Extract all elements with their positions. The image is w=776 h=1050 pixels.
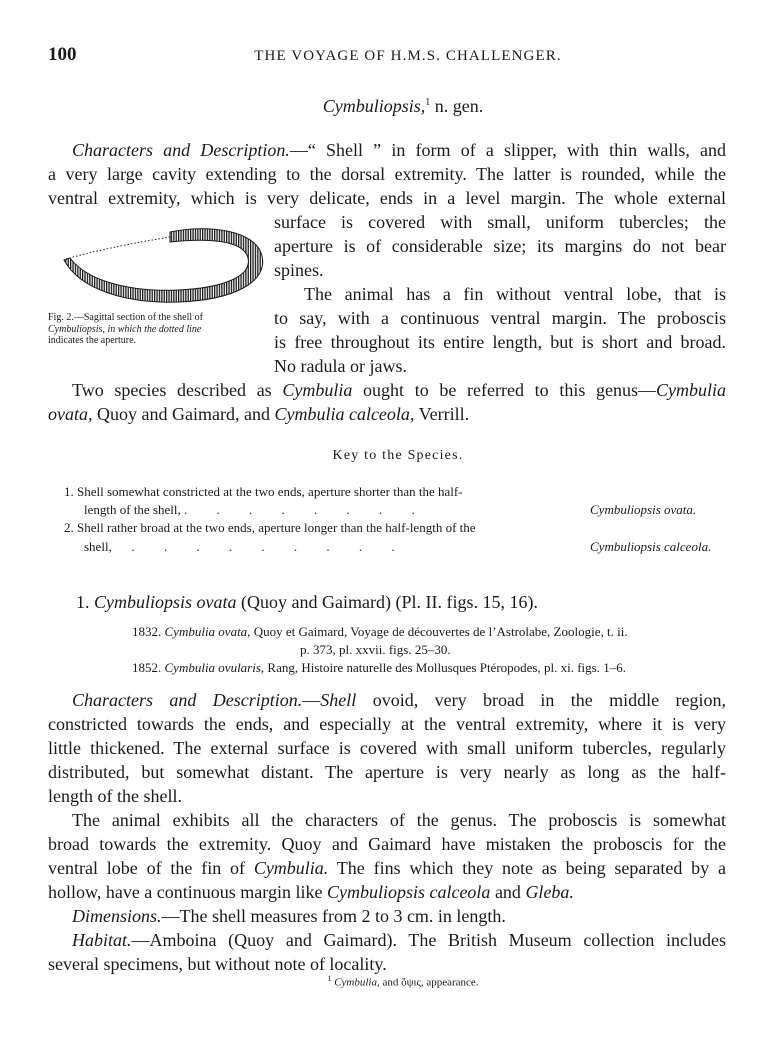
footnote-text: and ὄψις, appearance.: [379, 976, 479, 989]
shell-section-figure: [58, 220, 264, 306]
animal-line-3: is free throughout its entire length, but is short and broad.: [274, 332, 726, 352]
description-dash: —: [302, 690, 321, 710]
key-entry-2-line-1: 2. Shell rather broad at the two ends, aperture longer than the half-length of the: [64, 520, 476, 535]
species-italic-b: Cymbulia: [656, 380, 727, 400]
description-text-1: ovoid, very broad in the middle region,: [356, 690, 727, 710]
description-lead: Characters and Description.: [72, 690, 303, 710]
characters-line-5: aperture is of considerable size; its margins do not bear: [274, 236, 726, 256]
animal-desc-line-3: [48, 856, 726, 880]
page-number: 100: [48, 44, 77, 65]
animal-desc-line-1: The animal exhibits all the characters of the genus. The proboscis is somewhat: [72, 810, 726, 830]
caption-line-1: Fig. 2.—Sagittal section of the shell of: [48, 312, 203, 323]
habitat-label: Habitat.: [72, 930, 132, 950]
species-italic-c: ovata,: [48, 404, 93, 424]
description-shell: Shell: [320, 690, 357, 710]
species-number: 1.: [76, 592, 90, 612]
key-entry-2-line-2: [84, 537, 395, 557]
characters-line-4: surface is covered with small, uniform tubercles; the: [274, 212, 726, 232]
aperture-dotted-line: [66, 237, 170, 259]
animal-desc-line-4: [48, 880, 574, 904]
species-authority: (Quoy and Gaimard) (Pl. II. figs. 15, 16).: [236, 592, 538, 612]
dimensions-line: [72, 904, 506, 928]
animal-desc-text-a: ventral lobe of the fin of: [48, 858, 254, 878]
key-entry-1-line-2: [84, 500, 415, 520]
animal-desc-text-d: and: [490, 882, 526, 902]
dimensions-text: —The shell measures from 2 to 3 cm. in length.: [161, 906, 506, 926]
synonymy-2: [132, 658, 626, 678]
description-line-2: constricted towards the ends, and especially at the ventral extremity, where it is very: [48, 714, 726, 734]
footnote-ref: 1: [425, 97, 431, 108]
genus-name: Cymbuliopsis,: [322, 96, 426, 116]
species-text-d: Verrill.: [414, 404, 470, 424]
description-line-1: [72, 688, 726, 712]
caption-line-3: indicates the aperture.: [48, 335, 137, 346]
habitat-line-1: [72, 928, 726, 952]
characters-line-1: [72, 138, 726, 162]
species-name: Cymbuliopsis ovata: [94, 592, 237, 612]
shell-wall: [64, 229, 263, 302]
species-italic-d: Cymbulia calceola,: [274, 404, 415, 424]
key-entry-1-species: Cymbuliopsis ovata.: [590, 502, 697, 517]
characters-lead: Characters and Description.: [72, 140, 290, 160]
synonymy-1-cont: p. 373, pl. xxvii. figs. 25–30.: [300, 642, 451, 657]
figure-caption: [48, 312, 270, 347]
species-italic-a: Cymbulia: [282, 380, 353, 400]
key-entry-2-text: shell,: [84, 539, 112, 554]
genus-suffix: n. gen.: [430, 96, 484, 116]
animal-desc-italic-c: Gleba.: [525, 882, 574, 902]
footnote-mark: 1: [327, 974, 332, 983]
species-heading: [76, 590, 538, 614]
characters-line-3: ventral extremity, which is very delicate, ends in a level margin. The whole external: [48, 188, 726, 208]
habitat-line-2: several specimens, but without note of locality.: [48, 954, 387, 974]
description-line-4: distributed, but somewhat distant. The aperture is very nearly as long as the half-: [48, 762, 726, 782]
description-line-5: length of the shell.: [48, 786, 182, 806]
habitat-text-1: —Amboina (Quoy and Gaimard). The British Museum collection includes: [131, 930, 726, 950]
footnote-italic: Cymbulia,: [334, 976, 380, 989]
animal-desc-text-c: hollow, have a continuous margin like: [48, 882, 327, 902]
synonymy-1: [132, 622, 628, 642]
key-entry-1-dots: . . . . . . . .: [180, 502, 415, 517]
animal-line-4: No radula or jaws.: [274, 356, 407, 376]
animal-line-1: The animal has a fin without ventral lobe, that is: [304, 284, 726, 304]
animal-desc-text-b: The fins which they note as being separated by a: [328, 858, 726, 878]
key-entry-1-text: length of the shell,: [84, 502, 181, 517]
running-title: THE VOYAGE OF H.M.S. CHALLENGER.: [254, 48, 562, 64]
animal-line-2: to say, with a continuous ventral margin. The proboscis: [274, 308, 726, 328]
footnote: [0, 974, 776, 989]
animal-desc-line-2: broad towards the extremity. Quoy and Gaimard have mistaken the proboscis for the: [48, 834, 726, 854]
characters-text-1: —“ Shell ” in form of a slipper, with thin walls, and: [289, 140, 726, 160]
synonymy-2-text: Rang, Histoire naturelle des Mollusques Ptéropodes, pl. xi. figs. 1–6.: [264, 660, 626, 675]
synonymy-2-name: Cymbulia ovularis,: [164, 660, 265, 675]
synonymy-1-year: 1832.: [132, 624, 162, 639]
species-text-a: Two species described as: [72, 380, 283, 400]
key-entry-2-species: Cymbuliopsis calceola.: [590, 539, 712, 554]
characters-line-6: spines.: [274, 260, 324, 280]
dimensions-label: Dimensions.: [72, 906, 162, 926]
animal-desc-italic-b: Cymbuliopsis calceola: [326, 882, 491, 902]
description-line-3: little thickened. The external surface is covered with small uniform tubercles, regularly: [48, 738, 726, 758]
key-entry-1-line-1: 1. Shell somewhat constricted at the two ends, aperture shorter than the half-: [64, 484, 463, 499]
species-line-1: [72, 378, 726, 402]
species-text-c: Quoy and Gaimard, and: [92, 404, 275, 424]
key-heading: Key to the Species.: [332, 448, 464, 463]
genus-heading: [0, 96, 776, 117]
species-text-b: ought to be referred to this genus—: [352, 380, 657, 400]
characters-line-2: a very large cavity extending to the dorsal extremity. The latter is rounded, while the: [48, 164, 726, 184]
caption-line-2: Cymbuliopsis, in which the dotted line: [48, 323, 202, 335]
animal-desc-italic-a: Cymbulia.: [253, 858, 329, 878]
species-line-2: [48, 402, 469, 426]
synonymy-1-text: Quoy et Gaimard, Voyage de découvertes de l’Astrolabe, Zoologie, t. ii.: [250, 624, 628, 639]
synonymy-2-year: 1852.: [132, 660, 162, 675]
key-entry-2-dots: . . . . . . . . .: [111, 539, 395, 554]
synonymy-1-name: Cymbulia ovata,: [164, 624, 251, 639]
